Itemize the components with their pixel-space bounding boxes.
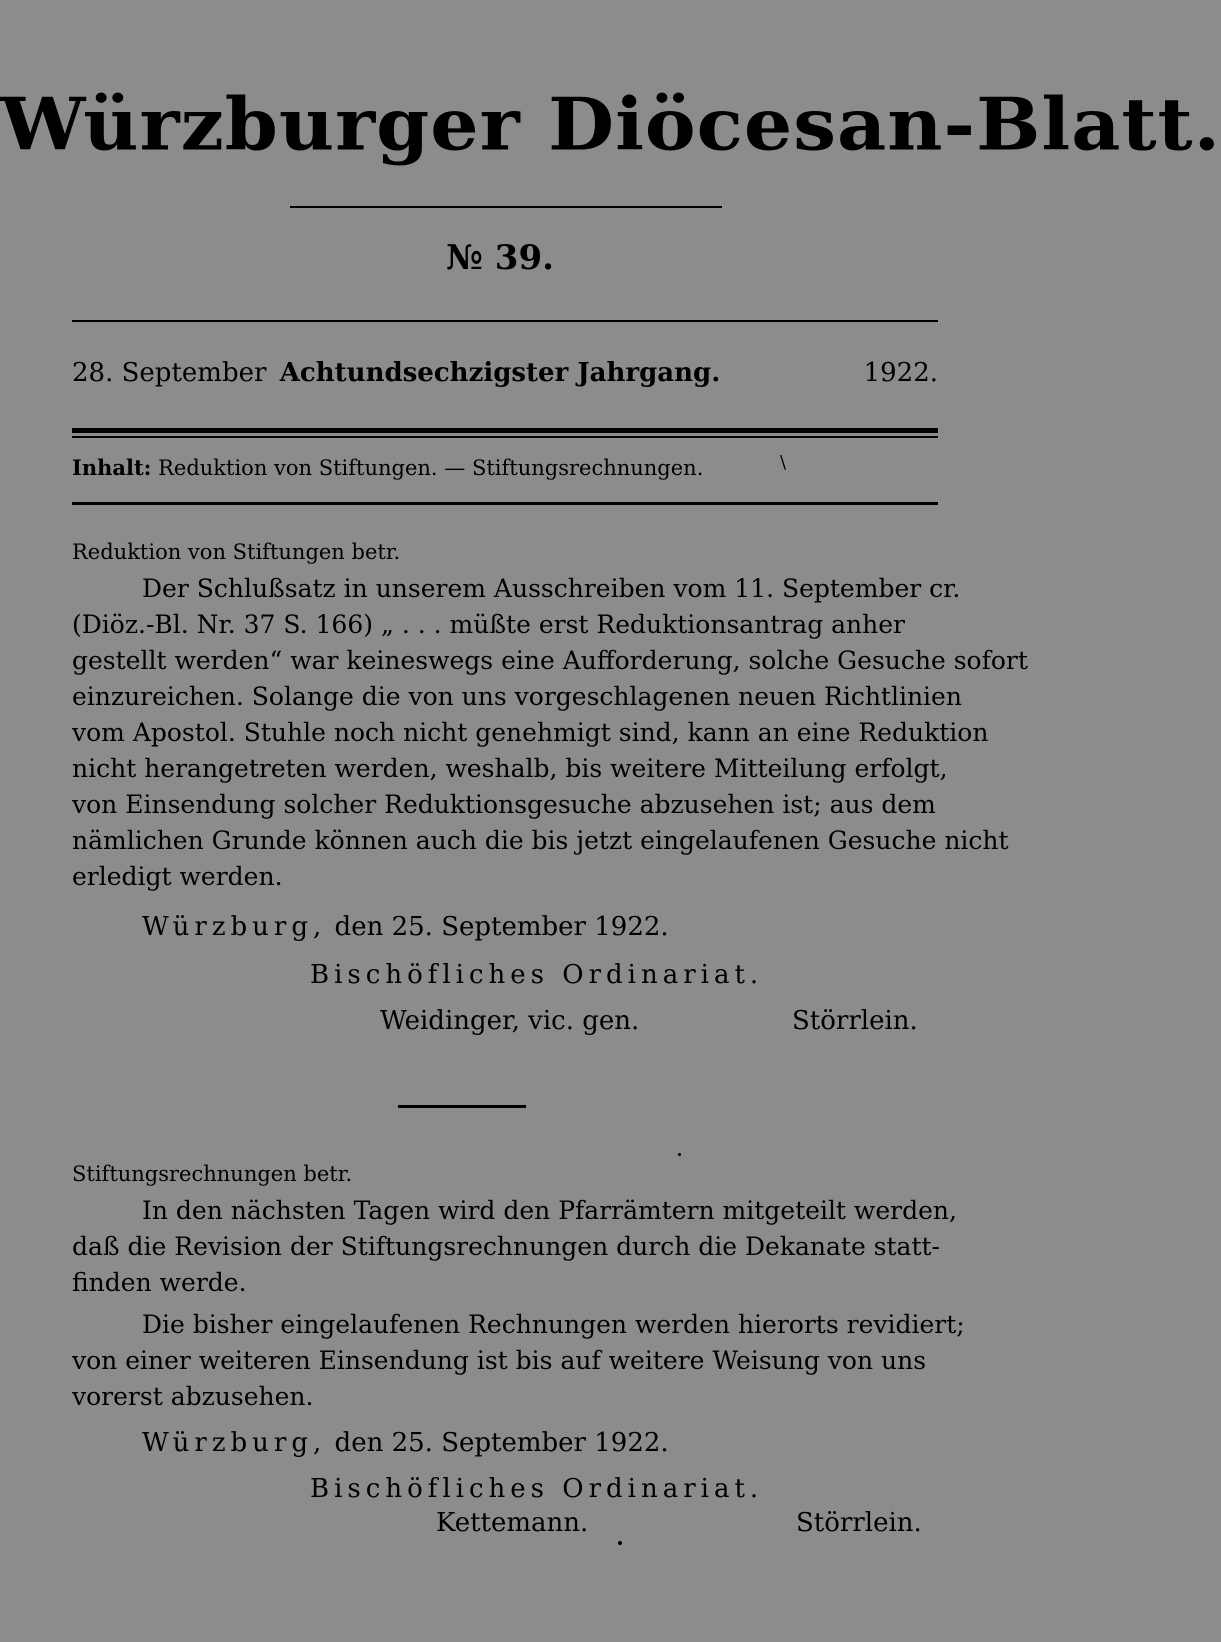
issue-year: 1922. — [863, 358, 938, 388]
article2-signer-right: Störrlein. — [796, 1508, 922, 1538]
print-speck — [678, 1153, 681, 1156]
article2-place: Würzburg, — [142, 1428, 327, 1458]
article1-line-3: gestellt werden“ war keineswegs eine Aufforderung, solche Gesuche sofort — [72, 646, 1028, 675]
article1-date: den 25. September 1922. — [334, 912, 669, 942]
masthead-title: Würzburger Diöcesan-Blatt. — [0, 82, 1221, 167]
article1-signer-right: Störrlein. — [792, 1006, 918, 1036]
article-divider — [398, 1105, 526, 1108]
article1-authority: Bischöfliches Ordinariat. — [310, 960, 764, 990]
article1-line-7: von Einsendung solcher Reduktionsgesuche abzusehen ist; aus dem — [72, 790, 936, 819]
article1-line-6: nicht herangetreten werden, weshalb, bis weitere Mitteilung erfolgt, — [72, 754, 948, 783]
issue-date: 28. September — [72, 358, 267, 388]
masthead-rule — [290, 206, 722, 208]
article2-p2-line-2: von einer weiteren Einsendung ist bis auf weitere Weisung von uns — [72, 1346, 927, 1375]
contents-rule — [72, 502, 938, 505]
article1-heading: Reduktion von Stiftungen betr. — [72, 540, 401, 564]
article1-line-4: einzureichen. Solange die von uns vorgeschlagenen neuen Richtlinien — [72, 682, 962, 711]
article2-authority: Bischöfliches Ordinariat. — [310, 1474, 764, 1504]
article2-p2-line-3: vorerst abzusehen. — [72, 1382, 314, 1411]
article2-p2-line-1: Die bisher eingelaufenen Rechnungen werden hierorts revidiert; — [142, 1310, 965, 1339]
issue-number: № 39. — [446, 238, 554, 278]
article2-place-date — [142, 1428, 669, 1458]
dateline-thin-rule — [72, 436, 938, 438]
dateline-thick-rule — [72, 428, 938, 433]
article1-line-5: vom Apostol. Stuhle noch nicht genehmigt sind, kann an eine Reduktion — [72, 718, 989, 747]
print-speck-bottom — [618, 1541, 622, 1545]
contents-label: Inhalt: — [72, 455, 152, 480]
contents-items: Reduktion von Stiftungen. — Stiftungsrechnungen. — [158, 456, 704, 480]
article1-place: Würzburg, — [142, 912, 327, 942]
article1-line-8: nämlichen Grunde können auch die bis jetzt eingelaufenen Gesuche nicht — [72, 826, 1009, 855]
article2-signer-left: Kettemann. — [436, 1508, 589, 1538]
article1-line-1: Der Schlußsatz in unserem Ausschreiben vom 11. September cr. — [142, 574, 961, 603]
article1-line-9: erledigt werden. — [72, 862, 283, 891]
dateline-top-rule — [72, 320, 938, 322]
article1-line-2: (Diöz.-Bl. Nr. 37 S. 166) „ . . . müßte erst Reduktionsantrag anher — [72, 610, 905, 639]
article2-date: den 25. September 1922. — [334, 1428, 669, 1458]
contents-line — [72, 455, 703, 480]
article2-p1-line-2: daß die Revision der Stiftungsrechnungen durch die Dekanate statt- — [72, 1232, 941, 1261]
contents-mark: \ — [780, 452, 787, 473]
article2-heading: Stiftungsrechnungen betr. — [72, 1162, 353, 1186]
article2-p1-line-1: In den nächsten Tagen wird den Pfarrämtern mitgeteilt werden, — [142, 1196, 957, 1225]
article1-signer-left: Weidinger, vic. gen. — [380, 1006, 640, 1036]
article2-p1-line-3: finden werde. — [72, 1268, 247, 1297]
article1-place-date — [142, 912, 669, 942]
volume-label: Achtundsechzigster Jahrgang. — [279, 358, 721, 388]
